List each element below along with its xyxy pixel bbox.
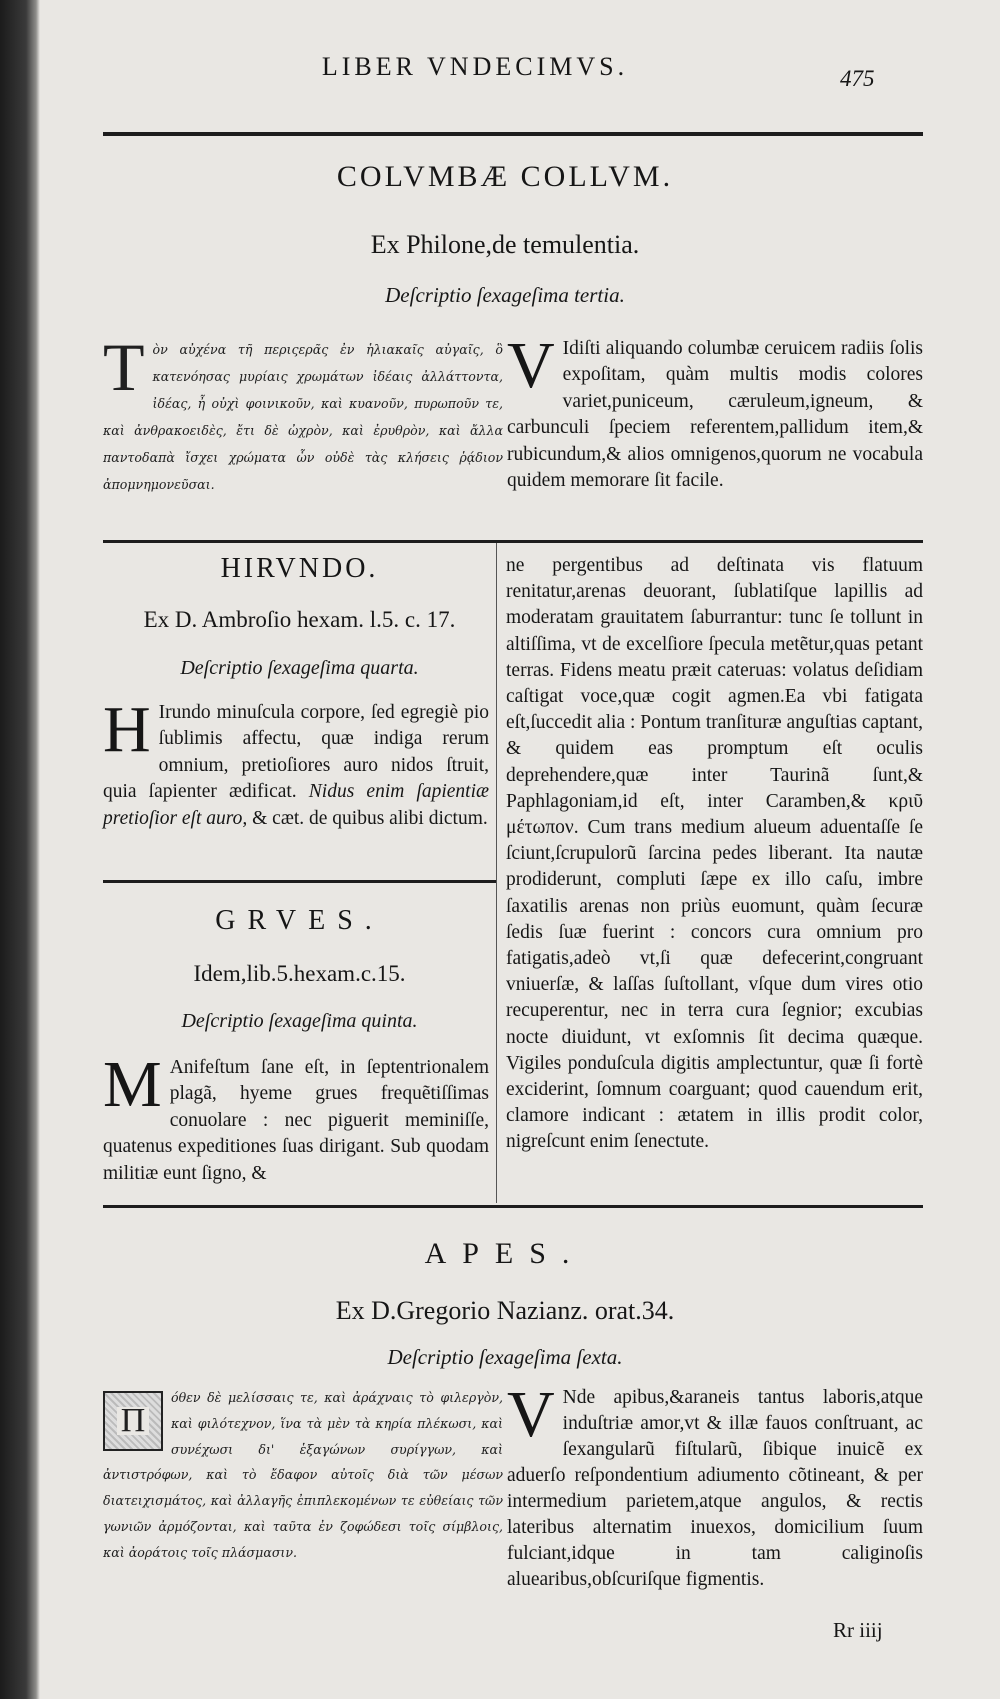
latin-italic-hirundo: Nidus enim ſapientiæ pretioſior eſt auro, bbox=[103, 781, 490, 829]
header-rule bbox=[103, 132, 923, 136]
latin-drop-cap-columbae: V bbox=[507, 329, 555, 402]
section-title-columbae: COLVMBÆ COLLVM. bbox=[336, 160, 674, 193]
section-rule-1 bbox=[103, 540, 923, 543]
greek-drop-cap-apes bbox=[103, 1391, 163, 1451]
latin-body-hirundo: Irundo minuſcula corpore, ſed egregiè pio ſublimis affectu, quæ indiga rerum omnium, pretioſiores auro nidos ſtruit, quia ſapienter ædificat. bbox=[103, 702, 489, 803]
latin-body-apes: Nde apibus,&araneis tantus laboris,atque induſtriæ amor,vt & illæ fauos conſtruant, ac ſexangularũ fiſtularũ, ſibique inuicẽ ex aduerſo reſpondentium adiumento cõtineant, & per intermedium parietem,atque angulos, & rectis lateribus alternatim inuexos, domicilium ſuum fulciant,idque in tam caliginoſis aluearibus,obſcuriſque figmentis. bbox=[507, 1387, 923, 1590]
latin-drop-cap-hirundo: H bbox=[103, 693, 151, 766]
section-title-grues: GRVES. bbox=[215, 905, 384, 936]
section-source-grues: Idem,lib.5.hexam.c.15. bbox=[193, 961, 406, 986]
greek-body-columbae: ὸν αὐχένα τῆ περιςερᾶς ἐν ἡλιακαῖς αὐγαῖς, ὃ κατενόησας μυρίαις χρωμάτων ἰδέαις ἀλλάττοντα, ἰδέας, ἦ οὐχὶ φοινικοῦν, καὶ κυανοῦν, πυρωποῦν τε, καὶ ἀνθρακοειδὲς, ἔτι δὲ ὠχρὸν, καὶ ἐρυθρὸν, καὶ ἄλλα παντοδαπὰ ἴσχει χρώματα ὧν οὐδὲ τὰς κλήσεις ῥᾴδιον ἀπομνημονεῦσαι. bbox=[103, 342, 503, 492]
greek-text-columbae bbox=[103, 329, 503, 498]
section-title-apes: APES. bbox=[424, 1237, 586, 1270]
section-desc-columbae: Deſcriptio ſexageſima tertia. bbox=[385, 283, 625, 307]
greek-body-apes: όθεν δὲ μελίσσαις τε, καὶ ἀράχναις τὸ φιλεργὸν, καὶ φιλότεχνον, ἵνα τὰ μὲν τὰ κηρία πλέκωσι, καὶ συνέχωσι δι' ἑξαγώνων συρίγγων, καὶ ἀντιστρόφων, καὶ τὸ ἔδαφον αὐτοῖς διὰ τῶν μέσων διατειχισμάτος, καὶ ἀλλαγῆς ἐπιπλεκομένων τε εὐθείαις τῶν γωνιῶν ἀρμόζονται, καὶ ταῦτα ἐν ζοφώδεσι τοῖς σίμβλοις, καὶ ἀοράτοις τοῖς πλάσμασιν. bbox=[103, 1390, 503, 1560]
section-source-apes: Ex D.Gregorio Nazianz. orat.34. bbox=[335, 1296, 675, 1325]
page-number: 475 bbox=[840, 66, 875, 91]
latin-text-hirundo bbox=[103, 693, 490, 832]
latin-end-hirundo: & cæt. de quibus alibi dictum. bbox=[252, 807, 488, 829]
greek-drop-cap-columbae: T bbox=[103, 329, 145, 405]
latin-text-columbae bbox=[507, 329, 923, 494]
greek-text-apes bbox=[103, 1385, 503, 1566]
latin-text-grues bbox=[103, 1048, 489, 1187]
greek-drop-cap-letter-apes: Π bbox=[117, 1407, 150, 1434]
column-divider bbox=[496, 543, 497, 1203]
section-desc-grues: Deſcriptio ſexageſima quinta. bbox=[181, 1010, 418, 1032]
latin-body-grues: Anifeſtum ſane eſt, in ſeptentrionalem plagã, hyeme grues frequẽtiſſimas conuolare : nec piguerit meminiſſe, quatenus expeditiones ſuas dirigant. Sub quodam militiæ eunt ſigno, & bbox=[103, 1057, 489, 1184]
section-desc-hirundo: Deſcriptio ſexageſima quarta. bbox=[180, 657, 419, 679]
section-title-hirundo: HIRVNDO. bbox=[220, 553, 379, 584]
running-head: LIBER VNDECIMVS. bbox=[321, 52, 629, 81]
book-gutter-shadow bbox=[0, 0, 40, 1699]
section-rule-2 bbox=[103, 880, 496, 883]
section-source-hirundo: Ex D. Ambroſio hexam. l.5. c. 17. bbox=[143, 607, 456, 632]
section-rule-3 bbox=[103, 1205, 923, 1208]
section-source-columbae: Ex Philone,de temulentia. bbox=[370, 230, 640, 259]
signature-mark: Rr iiij bbox=[833, 1618, 883, 1642]
latin-drop-cap-grues: M bbox=[103, 1048, 162, 1121]
latin-body-columbae: Idiſti aliquando columbæ ceruicem radiis ſolis expoſitam, quàm multis modis colores variet,puniceum, cæruleum,igneum, & carbunculi ſpeciem referentem,pallidum item,& rubicundum,& alios omnigenos,quorum ne vocabula quidem memorare ſit facile. bbox=[507, 338, 923, 492]
section-desc-apes: Deſcriptio ſexageſima ſexta. bbox=[387, 1345, 623, 1369]
latin-drop-cap-apes: V bbox=[507, 1378, 555, 1451]
book-page bbox=[55, 0, 955, 1699]
latin-text-apes bbox=[507, 1378, 923, 1593]
right-column-continuation: ne pergentibus ad deſtinata vis flatuum renitatur,arenas deuorant, ſublatiſque lapillis ad moderatam grauitatem ſaburrantur: tunc ſe tollunt in altiſſima, vt de excelſiore ſpecula metẽtur,quas petant terras. Fidens meatu præit cateruas: volatus deſidiam caſtigat voce,quæ cogit agmen.Ea vbi fatigata eſt,ſuccedit alia : Pontum tranſituræ anguſtias captant, & quidem eas promptum eſt oculis deprehendere,quæ inter Taurinã ſunt,& Paphlagoniam,id eſt, inter Caramben,& κριῦ μέτωπον. Cum trans medium alueum aduentaſſe ſe ſciunt,ſcrupulorũ ſarcina pedes liberant. Ita nautæ prodiderunt, compluti ſæpe ex illo caſu, imbre ſaxatilis arenas non priùs euomunt, quàm ſecuræ ſedis ſuæ fuerint : concors cura omnium pro fatigatis,adeò vt,ſi quæ defecerint,congruant vniuerſæ, & laſſas ſuſtollant, vſque dum vires otio recuperentur, nec in terra cura ſegnior; excubias nocte diuidunt, vt exſomnis ſit decima quæque. Vigiles ponduſcula digitis amplectuntur, quæ ſi fortè exciderint, ſomnum coarguant; quod cauendum erit, clamore indicant : ætatem in illis prodit color, nigreſcunt enim ſenectute. bbox=[506, 555, 923, 1153]
